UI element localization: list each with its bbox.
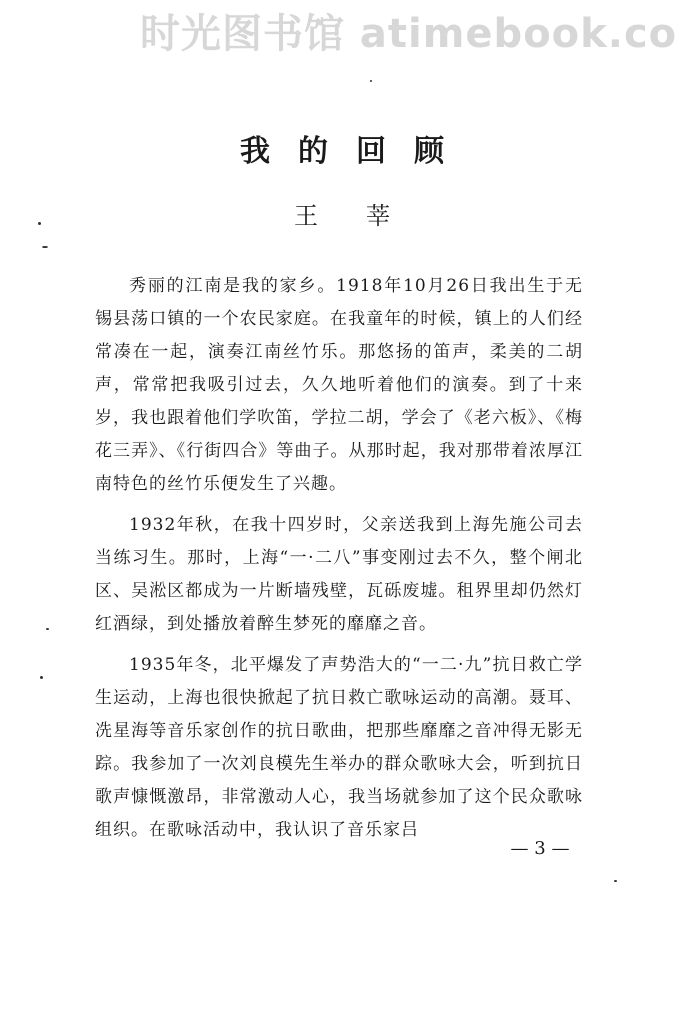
author-name: 王莘 <box>294 202 438 230</box>
watermark: 时光图书馆 atimebook.co <box>140 11 678 57</box>
page-number: — 3 — <box>510 838 570 859</box>
paragraph: 秀丽的江南是我的家乡。1918年10月26日我出生于无锡县荡口镇的一个农民家庭。在我童年的时候，镇上的人们经常凑在一起，演奏江南丝竹乐。那悠扬的笛声，柔美的二胡声，常常把我吸引过去，久久地听着他们的演奏。到了十来岁，我也跟着他们学吹笛，学拉二胡，学会了《老六板》、《梅花三弄》、《行街四合》等曲子。从那时起，我对那带着浓厚江南特色的丝竹乐便发生了兴趣。 <box>95 276 583 494</box>
paragraph: 1932年秋，在我十四岁时，父亲送我到上海先施公司去当练习生。那时，上海“一·二八”事变刚过去不久，整个闸北区、吴淞区都成为一片断墙残壁，瓦砾废墟。租界里却仍然灯红酒绿，到处播放着醉生梦死的靡靡之音。 <box>95 515 583 634</box>
body-text <box>95 270 583 855</box>
page-title: 我的回顾 <box>240 134 472 169</box>
scan-speck <box>614 880 617 882</box>
scan-speck <box>42 246 48 248</box>
scan-speck <box>370 80 372 82</box>
scan-speck <box>38 222 41 225</box>
paragraph: 1935年冬，北平爆发了声势浩大的“一二·九”抗日救亡学生运动，上海也很快掀起了抗日救亡歌咏运动的高潮。聂耳、冼星海等音乐家创作的抗日歌曲，把那些靡靡之音冲得无影无踪。我参加了一次刘良模先生举办的群众歌咏大会，听到抗日歌声慷慨激昂，非常激动人心，我当场就参加了这个民众歌咏组织。在歌咏活动中，我认识了音乐家吕 <box>95 655 583 840</box>
scan-speck <box>40 676 43 679</box>
scan-speck <box>46 628 49 630</box>
